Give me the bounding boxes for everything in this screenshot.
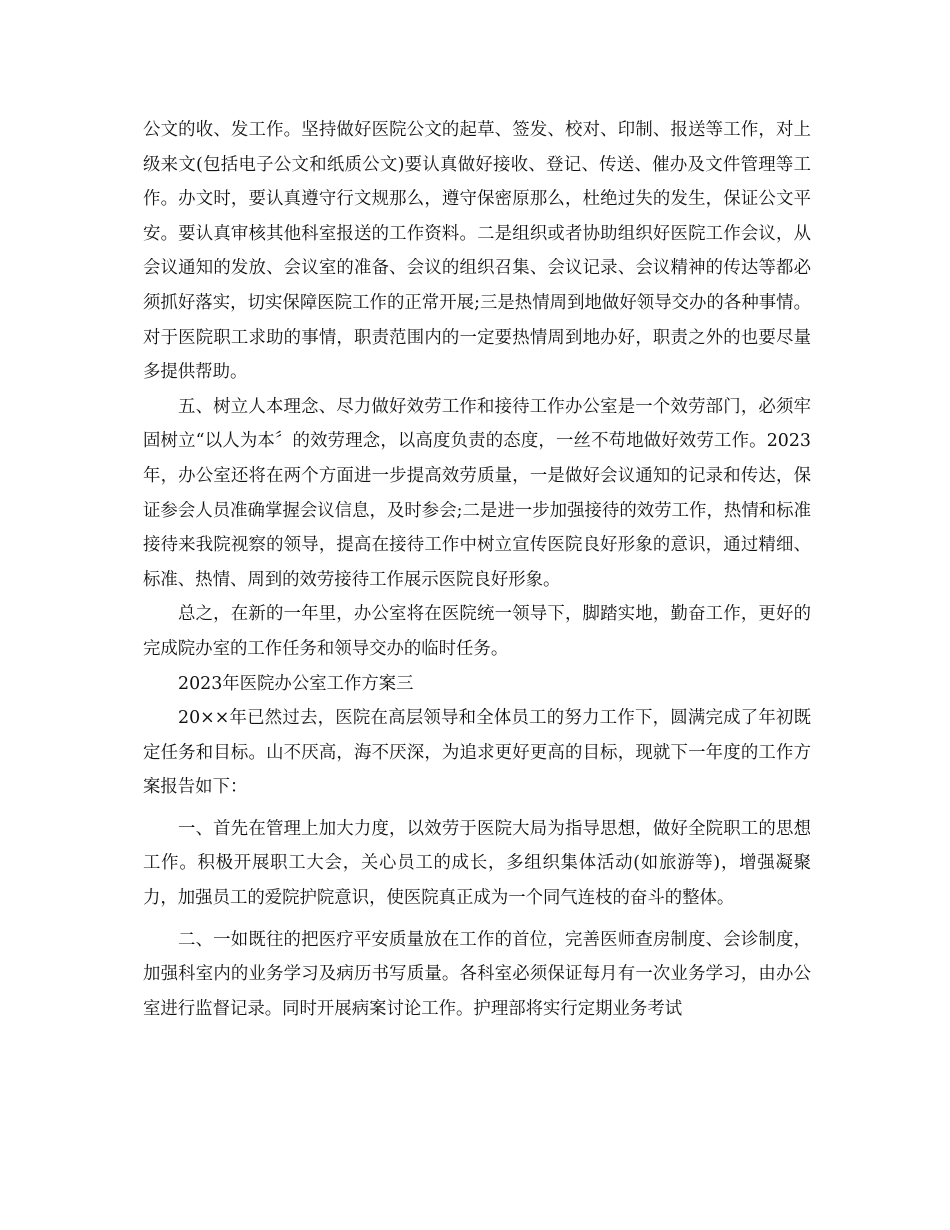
document-body: [143, 113, 811, 1026]
paragraph-service-work: 五、树立人本理念、尽力做好效劳工作和接待工作办公室是一个效劳部门，必须牢固树立“以人为本〞的效劳理念，以高度负责的态度，一丝不苟地做好效劳工作。2023年，办公室还将在两个方面进一步提高效劳质量，一是做好会议通知的记录和传达，保证参会人员准确掌握会议信息，及时参会;二是进一步加强接待的效劳工作，热情和标准接待来我院视察的领导，提高在接待工作中树立宣传医院良好形象的意识，通过精细、标准、热情、周到的效劳接待工作展示医院良好形象。: [143, 396, 811, 590]
paragraph-medical-quality: 二、一如既往的把医疗平安质量放在工作的首位，完善医师查房制度、会诊制度，加强科室内的业务学习及病历书写质量。各科室必须保证每月有一次业务学习，由办公室进行监督记录。同时开展病案讨论工作。护理部将实行定期业务考试: [143, 929, 811, 1019]
section-heading: 2023年医院办公室工作方案三: [178, 673, 414, 694]
paragraph-management: 一、首先在管理上加大力度，以效劳于医院大局为指导思想，做好全院职工的思想工作。积极开展职工大会，关心员工的成长，多组织集体活动(如旅游等)，增强凝聚力，加强员工的爱院护院意识，使医院真正成为一个同气连枝的奋斗的整体。: [143, 818, 811, 909]
paragraph-summary: 总之，在新的一年里，办公室将在医院统一领导下，脚踏实地，勤奋工作，更好的完成院办室的工作任务和领导交办的临时任务。: [143, 604, 811, 659]
paragraph-official-documents: 公文的收、发工作。坚持做好医院公文的起草、签发、校对、印制、报送等工作，对上级来文(包括电子公文和纸质公文)要认真做好接收、登记、传送、催办及文件管理等工作。办文时，要认真遵守行文规那么，遵守保密原那么，杜绝过失的发生，保证公文平安。要认真审核其他科室报送的工作资料。二是组织或者协助组织好医院工作会议，从会议通知的发放、会议室的准备、会议的组织召集、会议记录、会议精神的传达等都必须抓好落实，切实保障医院工作的正常开展;三是热情周到地做好领导交办的各种事情。对于医院职工求助的事情，职责范围内的一定要热情周到地办好，职责之外的也要尽量多提供帮助。: [143, 120, 811, 383]
paragraph-intro: 20××年已然过去，医院在高层领导和全体员工的努力工作下，圆满完成了年初既定任务和目标。山不厌高，海不厌深，为追求更好更高的目标，现就下一年度的工作方案报告如下：: [143, 708, 811, 798]
